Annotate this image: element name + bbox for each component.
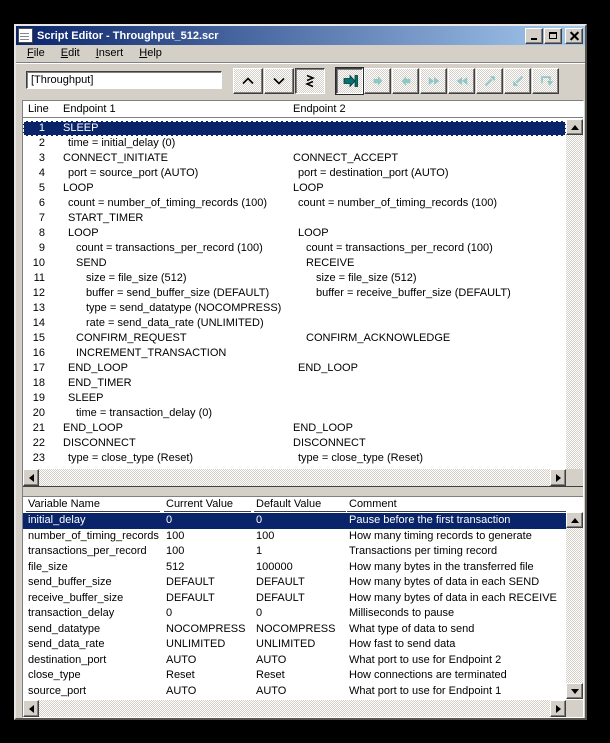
variable-name: send_buffer_size <box>28 576 112 588</box>
endpoint1-command: count = number_of_timing_records (100) <box>68 197 268 209</box>
default-value: Reset <box>256 669 285 681</box>
script-row-3[interactable] <box>23 151 566 166</box>
chevron-down-icon <box>271 73 287 89</box>
scroll-left-icon <box>29 705 34 713</box>
current-value: AUTO <box>166 684 197 697</box>
variable-comment: What type of data to send <box>349 622 475 635</box>
loop-icon <box>539 74 553 88</box>
endpoint2-command: CONFIRM_ACKNOWLEDGE <box>306 332 451 344</box>
endpoint1-command: DISCONNECT <box>63 437 136 449</box>
variable-comment: How many bytes in the transferred file <box>349 560 534 573</box>
script-pair-input[interactable] <box>26 71 222 89</box>
variable-row-transaction_delay[interactable] <box>23 606 566 622</box>
endpoint1-command: SEND <box>76 257 107 269</box>
variable-name-header: Variable Name <box>28 498 100 510</box>
endpoint2-command: type = close_type (Reset) <box>298 452 424 464</box>
arrow-up-right-button[interactable] <box>476 68 503 94</box>
line-number: 21 <box>32 422 45 434</box>
endpoint1-command: INCREMENT_TRANSACTION <box>76 347 227 359</box>
arrow-up-right-icon <box>483 74 497 88</box>
line-number: 8 <box>38 227 45 239</box>
variable-name: initial_delay <box>28 514 86 526</box>
arrow-left-icon <box>399 74 413 88</box>
variable-comment: What port to use for Endpoint 1 <box>349 684 502 697</box>
scroll-left-icon <box>29 474 34 482</box>
variable-row-send_datatype[interactable] <box>23 622 566 638</box>
variable-name: transactions_per_record <box>28 545 147 557</box>
current-value: 100 <box>166 529 185 542</box>
default-value: DEFAULT <box>256 576 305 588</box>
endpoint2-command: size = file_size (512) <box>316 272 417 284</box>
variable-name: transaction_delay <box>28 607 115 619</box>
minimize-button[interactable] <box>525 28 543 44</box>
endpoint1-command: time = initial_delay (0) <box>68 137 176 149</box>
endpoint2-command: count = transactions_per_record (100) <box>306 242 493 254</box>
endpoint1-command: LOOP <box>68 227 99 239</box>
endpoint2-command: LOOP <box>298 227 329 239</box>
variable-row-file_size[interactable] <box>23 560 566 576</box>
greater-less-icon <box>302 73 318 89</box>
scroll-right-icon <box>556 474 561 482</box>
compare-endpoints-button[interactable] <box>295 68 325 94</box>
script-row-23[interactable] <box>23 451 566 466</box>
script-row-10[interactable] <box>23 256 566 271</box>
endpoint1-command: END_LOOP <box>63 422 123 434</box>
default-value: DEFAULT <box>256 591 305 604</box>
variables-scroll-up-button[interactable] <box>566 512 583 528</box>
menu-edit[interactable]: Edit <box>60 47 80 59</box>
endpoint1-command: SLEEP <box>68 392 104 404</box>
script-row-6[interactable] <box>23 196 566 211</box>
script-row-9[interactable] <box>23 241 566 256</box>
variables-list <box>23 512 566 699</box>
scroll-up-icon <box>571 518 579 523</box>
line-number: 2 <box>38 137 45 149</box>
endpoint1-command: END_TIMER <box>68 377 132 389</box>
default-value: UNLIMITED <box>256 638 316 650</box>
endpoint1-command: START_TIMER <box>68 212 144 224</box>
endpoint2-command: END_LOOP <box>298 362 358 374</box>
line-number: 7 <box>38 212 45 224</box>
default-value: 0 <box>256 607 263 619</box>
arrow-right-button[interactable] <box>364 68 391 94</box>
comment-header: Comment <box>349 498 397 510</box>
variable-comment: How many bytes of data in each RECEIVE <box>349 591 557 604</box>
endpoint1-command: END_LOOP <box>68 362 128 374</box>
script-row-14[interactable] <box>23 316 566 331</box>
loop-button[interactable] <box>532 68 559 94</box>
endpoint1-command: buffer = send_buffer_size (DEFAULT) <box>86 287 270 299</box>
script-row-17[interactable] <box>23 361 566 376</box>
line-number: 19 <box>32 392 45 404</box>
line-number: 3 <box>38 152 45 164</box>
variable-name: close_type <box>28 669 81 681</box>
variable-row-number_of_timing_records[interactable] <box>23 529 566 545</box>
variable-row-close_type[interactable] <box>23 668 566 684</box>
variables-column-headers <box>23 497 583 512</box>
line-number: 9 <box>38 242 45 254</box>
current-value: Reset <box>166 669 195 681</box>
current-value: 0 <box>166 514 173 526</box>
current-value: 0 <box>166 607 173 619</box>
line-number: 11 <box>33 272 45 284</box>
arrow-right-icon <box>371 74 385 88</box>
variables-horizontal-scrollbar[interactable] <box>23 700 566 717</box>
minimize-icon <box>531 38 537 40</box>
menu-bar <box>16 45 585 62</box>
default-value-header: Default Value <box>256 498 322 510</box>
script-vertical-scrollbar[interactable] <box>566 119 583 486</box>
title-bar[interactable] <box>16 26 585 45</box>
script-scroll-right-button[interactable] <box>550 469 566 486</box>
scroll-up-icon <box>571 125 579 130</box>
current-value-header: Current Value <box>166 498 234 510</box>
default-value: 0 <box>256 514 263 526</box>
current-value: 512 <box>166 560 185 573</box>
endpoint1-command: SLEEP <box>63 122 99 134</box>
endpoint1-command: CONFIRM_REQUEST <box>76 332 187 344</box>
endpoint2-command: port = destination_port (AUTO) <box>298 167 449 179</box>
line-number: 4 <box>38 167 45 179</box>
default-value: 1 <box>256 545 263 557</box>
close-button[interactable] <box>565 28 583 44</box>
variable-row-send_buffer_size[interactable] <box>23 575 566 591</box>
script-column-headers <box>23 101 583 118</box>
line-number: 14 <box>32 317 45 329</box>
variable-row-transactions_per_record[interactable] <box>23 544 566 560</box>
script-row-7[interactable] <box>23 211 566 226</box>
window-title: Script Editor - Throughput_512.scr <box>37 29 219 42</box>
line-number: 23 <box>32 452 45 464</box>
variable-row-initial_delay[interactable] <box>23 513 566 529</box>
line-number: 20 <box>32 407 45 419</box>
script-row-12[interactable] <box>23 286 566 301</box>
move-down-button[interactable] <box>264 68 294 94</box>
current-value: DEFAULT <box>166 591 215 604</box>
current-value: NOCOMPRESS <box>166 622 246 635</box>
variable-name: destination_port <box>28 653 107 666</box>
variables-scroll-right-button[interactable] <box>550 700 566 717</box>
endpoint2-command: CONNECT_ACCEPT <box>293 152 399 164</box>
variable-name: send_datatype <box>28 622 101 635</box>
panel-splitter <box>23 486 583 497</box>
default-value: 100000 <box>256 560 293 573</box>
arrow-to-bar-icon <box>342 73 358 89</box>
variable-row-source_port[interactable] <box>23 684 566 700</box>
script-row-22[interactable] <box>23 436 566 451</box>
script-row-19[interactable] <box>23 391 566 406</box>
endpoint2-command: END_LOOP <box>293 422 353 434</box>
menu-help[interactable]: Help <box>139 47 162 59</box>
line-column-header: Line <box>28 103 49 115</box>
endpoint1-command: time = transaction_delay (0) <box>76 407 213 419</box>
variables-scroll-left-button[interactable] <box>23 700 39 717</box>
double-arrow-right-button[interactable] <box>420 68 447 94</box>
script-row-2[interactable] <box>23 136 566 151</box>
script-row-18[interactable] <box>23 376 566 391</box>
script-row-21[interactable] <box>23 421 566 436</box>
endpoint1-command: LOOP <box>63 182 94 194</box>
scrollbar-corner <box>566 469 583 486</box>
script-row-5[interactable] <box>23 181 566 196</box>
script-row-15[interactable] <box>23 331 566 346</box>
chevron-up-icon <box>240 73 256 89</box>
endpoint1-command: type = close_type (Reset) <box>68 452 194 464</box>
variables-vertical-scrollbar[interactable] <box>566 512 583 699</box>
variable-comment: How fast to send data <box>349 638 456 650</box>
current-value: 100 <box>166 545 185 557</box>
script-scroll-left-button[interactable] <box>23 469 39 486</box>
default-value: NOCOMPRESS <box>256 622 336 635</box>
variable-comment: How many timing records to generate <box>349 529 532 542</box>
double-arrow-left-button[interactable] <box>448 68 475 94</box>
double-arrow-left-icon <box>455 74 469 88</box>
script-row-16[interactable] <box>23 346 566 361</box>
endpoint2-command: DISCONNECT <box>293 437 366 449</box>
script-row-13[interactable] <box>23 301 566 316</box>
variable-comment: How connections are terminated <box>349 669 507 681</box>
line-number: 17 <box>32 362 45 374</box>
endpoint2-command: RECEIVE <box>306 257 355 269</box>
endpoint2-command: count = number_of_timing_records (100) <box>298 197 498 209</box>
line-number: 10 <box>32 257 45 269</box>
arrow-left-button[interactable] <box>392 68 419 94</box>
variable-name: send_data_rate <box>28 638 105 650</box>
variable-row-destination_port[interactable] <box>23 653 566 669</box>
line-number: 12 <box>32 287 45 299</box>
arrow-down-left-button[interactable] <box>504 68 531 94</box>
endpoint2-column-header: Endpoint 2 <box>293 103 346 115</box>
line-number: 1 <box>38 122 45 134</box>
line-number: 15 <box>32 332 45 344</box>
script-row-20[interactable] <box>23 406 566 421</box>
line-number: 18 <box>32 377 45 389</box>
endpoint1-command: size = file_size (512) <box>86 272 187 284</box>
maximize-button[interactable] <box>544 28 562 44</box>
current-value: DEFAULT <box>166 576 215 588</box>
script-row-1[interactable] <box>23 121 566 136</box>
line-number: 13 <box>32 302 45 314</box>
menu-insert[interactable]: Insert <box>95 47 124 59</box>
scroll-right-icon <box>556 705 561 713</box>
line-number: 16 <box>32 347 45 359</box>
script-list <box>23 119 566 466</box>
default-value: 100 <box>256 529 275 542</box>
move-up-button[interactable] <box>233 68 263 94</box>
script-row-4[interactable] <box>23 166 566 181</box>
menu-file[interactable]: File <box>27 47 45 59</box>
endpoint1-command: CONNECT_INITIATE <box>63 152 168 164</box>
scrollbar-corner <box>566 700 583 717</box>
variable-name: number_of_timing_records <box>28 529 159 542</box>
toolbar <box>16 62 585 100</box>
variable-comment: How many bytes of data in each SEND <box>349 576 540 588</box>
toolbar-buttons <box>233 68 560 94</box>
default-value: AUTO <box>256 653 287 666</box>
variable-comment: Pause before the first transaction <box>349 514 511 526</box>
close-icon <box>570 31 579 40</box>
variable-comment: Transactions per timing record <box>349 545 498 557</box>
variable-comment: Milliseconds to pause <box>349 607 455 619</box>
script-editor-window <box>14 24 587 720</box>
endpoint2-command: LOOP <box>293 182 324 194</box>
variable-name: source_port <box>28 684 87 697</box>
variable-name: file_size <box>28 560 68 573</box>
line-number: 5 <box>38 182 45 194</box>
arrow-down-left-icon <box>511 74 525 88</box>
variable-row-send_data_rate[interactable] <box>23 637 566 653</box>
variable-row-receive_buffer_size[interactable] <box>23 591 566 607</box>
editor-content <box>22 100 584 718</box>
default-value: AUTO <box>256 684 287 697</box>
endpoint1-command: type = send_datatype (NOCOMPRESS) <box>86 302 282 314</box>
endpoint2-command: buffer = receive_buffer_size (DEFAULT) <box>316 287 511 299</box>
script-row-8[interactable] <box>23 226 566 241</box>
endpoint1-command: count = transactions_per_record (100) <box>76 242 263 254</box>
variables-scroll-down-button[interactable] <box>566 683 583 699</box>
endpoint1-command: port = source_port (AUTO) <box>68 167 199 179</box>
scroll-down-icon <box>571 689 579 694</box>
endpoint1-column-header: Endpoint 1 <box>63 103 116 115</box>
variable-comment: What port to use for Endpoint 2 <box>349 653 502 666</box>
current-value: UNLIMITED <box>166 638 226 650</box>
variable-name: receive_buffer_size <box>28 591 124 604</box>
application-icon <box>18 28 33 43</box>
script-scroll-up-button[interactable] <box>566 119 583 135</box>
double-arrow-right-icon <box>427 74 441 88</box>
script-row-11[interactable] <box>23 271 566 286</box>
line-number: 6 <box>38 197 45 209</box>
line-number: 22 <box>32 437 45 449</box>
endpoint1-command: rate = send_data_rate (UNLIMITED) <box>86 317 264 329</box>
insert-to-bar-button[interactable] <box>336 68 363 94</box>
maximize-icon <box>549 32 557 39</box>
script-horizontal-scrollbar[interactable] <box>23 469 566 486</box>
current-value: AUTO <box>166 653 197 666</box>
